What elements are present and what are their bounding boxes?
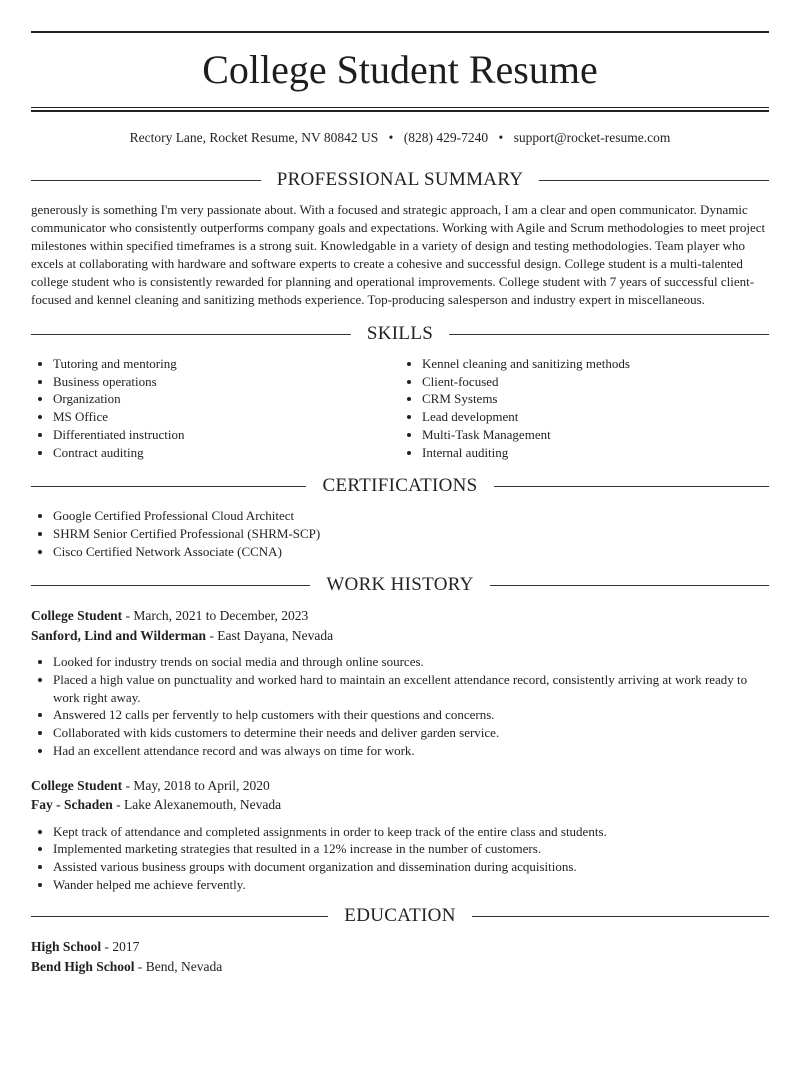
section-heading-skills <box>31 323 769 345</box>
skill-item: • CRM Systems <box>422 390 769 408</box>
job-location: - Lake Alexanemouth, Nevada <box>112 797 282 813</box>
section-heading-education <box>31 905 769 927</box>
section-heading-summary <box>31 169 769 191</box>
bullet-separator: • <box>388 130 394 145</box>
skills-list <box>31 355 769 461</box>
certifications-list <box>31 507 769 560</box>
job-company: Fay - Schaden <box>31 797 113 813</box>
bullet-separator: • <box>498 130 504 145</box>
divider <box>539 180 769 181</box>
skills-column-right <box>400 355 769 461</box>
divider <box>31 585 310 586</box>
job-title-line <box>31 606 769 626</box>
job-bullets <box>31 653 769 759</box>
job-bullet: • Kept track of attendance and completed assignments in order to keep track of the entire class and students. <box>53 823 769 841</box>
skill-item: • Multi-Task Management <box>422 426 769 444</box>
title-double-rule <box>31 107 769 112</box>
divider <box>31 486 306 487</box>
divider <box>494 486 769 487</box>
divider <box>449 334 769 335</box>
education-location: - Bend, Nevada <box>134 958 223 974</box>
divider <box>490 585 769 586</box>
job-title-line <box>31 776 769 796</box>
skill-item: • Business operations <box>53 373 400 391</box>
education-entry <box>31 937 769 976</box>
job-bullet: • Wander helped me achieve fervently. <box>53 876 769 894</box>
job-dates: - May, 2018 to April, 2020 <box>122 777 270 793</box>
job-dates: - March, 2021 to December, 2023 <box>122 608 309 624</box>
certification-item: • SHRM Senior Certified Professional (SHRM-SCP) <box>53 525 769 543</box>
divider <box>472 916 769 917</box>
divider <box>31 334 351 335</box>
skill-item: • Contract auditing <box>53 444 400 462</box>
job-company-line <box>31 626 769 646</box>
job-bullet: • Had an excellent attendance record and was always on time for work. <box>53 742 769 760</box>
skill-item: • MS Office <box>53 408 400 426</box>
contact-address: Rectory Lane, Rocket Resume, NV 80842 US <box>129 130 379 145</box>
section-title: SKILLS <box>366 323 434 344</box>
contact-email: support@rocket-resume.com <box>513 130 671 145</box>
job-title: College Student <box>31 777 123 793</box>
section-title: EDUCATION <box>344 905 456 927</box>
section-title: PROFESSIONAL SUMMARY <box>276 169 524 190</box>
contact-line <box>31 129 769 147</box>
skill-item: • Kennel cleaning and sanitizing methods <box>422 355 769 373</box>
job-entry <box>31 776 769 894</box>
job-location: - East Dayana, Nevada <box>206 627 334 643</box>
resume-page <box>0 31 800 976</box>
education-degree: High School <box>31 939 102 955</box>
job-bullet: • Looked for industry trends on social media and through online sources. <box>53 653 769 671</box>
job-title: College Student <box>31 608 123 624</box>
skill-item: • Tutoring and mentoring <box>53 355 400 373</box>
section-heading-certifications <box>31 475 769 497</box>
section-title: WORK HISTORY <box>326 574 474 596</box>
skill-item: • Internal auditing <box>422 444 769 462</box>
skill-item: • Client-focused <box>422 373 769 391</box>
skill-item: • Organization <box>53 390 400 408</box>
education-year: - 2017 <box>101 939 140 955</box>
section-heading-work-history <box>31 574 769 596</box>
job-bullet: • Placed a high value on punctuality and worked hard to maintain an excellent attendance record, consistently arriving at work ready to work right away. <box>53 671 769 706</box>
job-entry <box>31 606 769 759</box>
summary-text: generously is something I'm very passionate about. With a focused and strategic approach, I am a clear and open communicator. Dynamic communicator who consistently outperforms company goals and expectations. Working with Agile and Scrum methodologies to meet project milestones within specified timeframes is a strong suit. Knowledgable in a variety of design and testing methodologies. Team player who excels at collaborating with hardware and software experts to create a cohesive and successful design. College student is a multi-talented college student who is consistently rewarded for planning and operational improvements. College student with 7 years of successful client-focused and kennel cleaning and sanitizing methods experience. Top-producing salesperson and industry expert in miscellaneous. <box>31 202 766 307</box>
job-company: Sanford, Lind and Wilderman <box>31 627 207 643</box>
divider <box>31 180 261 181</box>
job-bullet: • Answered 12 calls per fervently to help customers with their questions and concerns. <box>53 706 769 724</box>
divider <box>31 916 328 917</box>
job-bullet: • Collaborated with kids customers to determine their needs and deliver garden service. <box>53 724 769 742</box>
skill-item: • Lead development <box>422 408 769 426</box>
education-school: Bend High School <box>31 958 135 974</box>
job-company-line <box>31 795 769 815</box>
education-school-line <box>31 957 769 977</box>
skill-item: • Differentiated instruction <box>53 426 400 444</box>
job-bullets <box>31 823 769 894</box>
contact-phone: (828) 429-7240 <box>403 130 489 145</box>
education-degree-line <box>31 937 769 957</box>
certification-item: • Cisco Certified Network Associate (CCNA) <box>53 543 769 561</box>
certification-item: • Google Certified Professional Cloud Architect <box>53 507 769 525</box>
resume-title: College Student Resume <box>202 47 598 92</box>
top-rule <box>31 31 769 33</box>
section-title: CERTIFICATIONS <box>322 475 478 497</box>
job-bullet: • Implemented marketing strategies that resulted in a 12% increase in the number of customers. <box>53 840 769 858</box>
skills-column-left <box>31 355 400 461</box>
job-bullet: • Assisted various business groups with document organization and dissemination during acquisitions. <box>53 858 769 876</box>
